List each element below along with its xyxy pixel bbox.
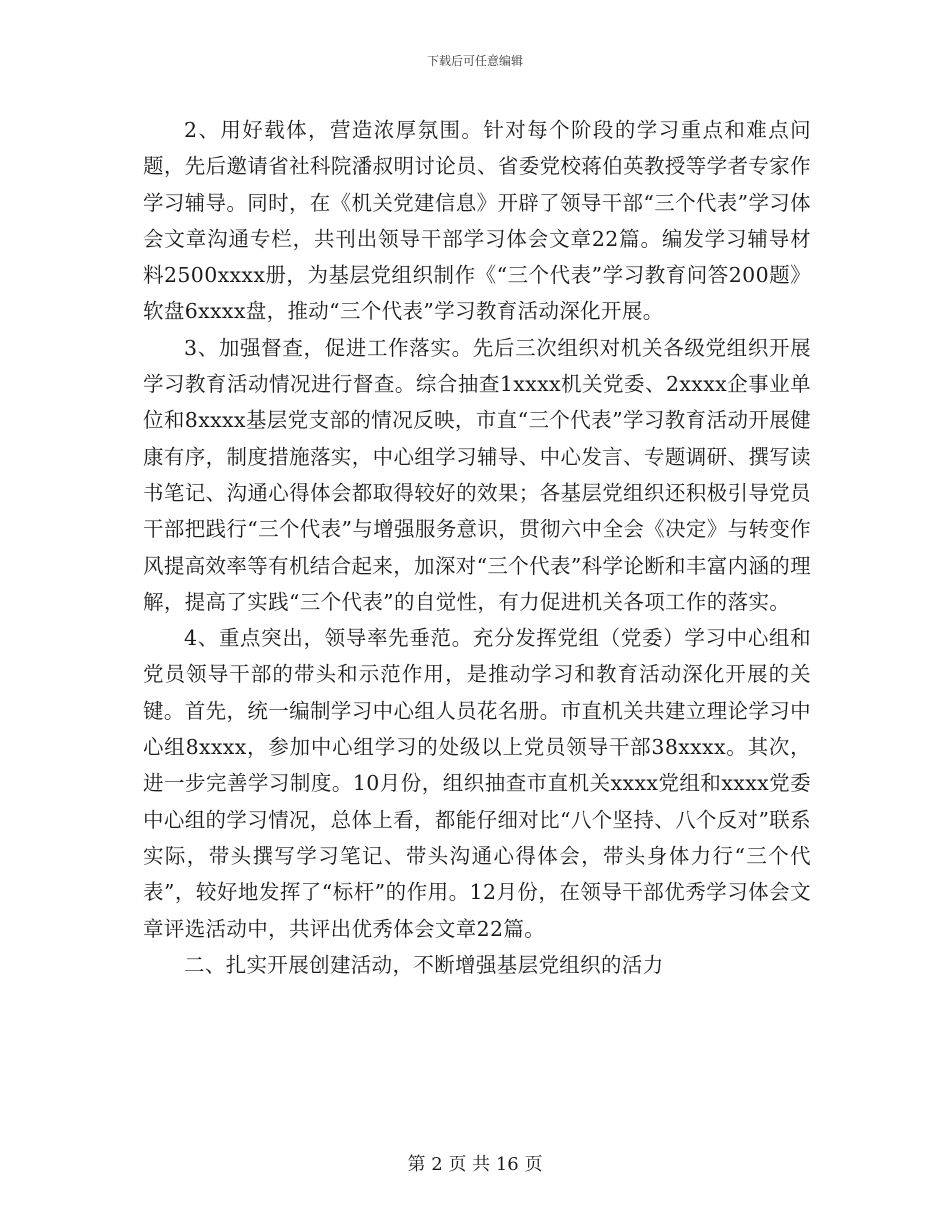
- page-number-footer: [0, 1154, 950, 1176]
- page-number-label: 第 2 页 共 16 页: [407, 1154, 543, 1175]
- paragraph-item-2: 2、用好载体，营造浓厚氛围。针对每个阶段的学习重点和难点问题，先后邀请省社科院潘叔明讨论员、省委党校蒋伯英教授等学者专家作学习辅导。同时，在《机关党建信息》开辟了领导干部“三个代表”学习体会文章沟通专栏，共刊出领导干部学习体会文章22篇。编发学习辅导材料2500xxxx册，为基层党组织制作《“三个代表”学习教育问答200题》软盘6xxxx盘，推动“三个代表”学习教育活动深化开展。: [143, 118, 812, 324]
- paragraph-item-3: 3、加强督查，促进工作落实。先后三次组织对机关各级党组织开展学习教育活动情况进行督查。综合抽查1xxxx机关党委、2xxxx企事业单位和8xxxx基层党支部的情况反映，市直“三个代表”学习教育活动开展健康有序，制度措施落实，中心组学习辅导、中心发言、专题调研、撰写读书笔记、沟通心得体会都取得较好的效果；各基层党组织还积极引导党员干部把践行“三个代表”与增强服务意识，贯彻六中全会《决定》与转变作风提高效率等有机结合起来，加深对“三个代表”科学论断和丰富内涵的理解，提高了实践“三个代表”的自觉性，有力促进机关各项工作的落实。: [143, 335, 812, 614]
- paragraph-item-4: 4、重点突出，领导率先垂范。充分发挥党组（党委）学习中心组和党员领导干部的带头和示范作用，是推动学习和教育活动深化开展的关键。首先，统一编制学习中心组人员花名册。市直机关共建立理论学习中心组8xxxx，参加中心组学习的处级以上党员领导干部38xxxx。其次，进一步完善学习制度。10月份，组织抽查市直机关xxxx党组和xxxx党委中心组的学习情况，总体上看，都能仔细对比“八个坚持、八个反对”联系实际，带头撰写学习笔记、带头沟通心得体会，带头身体力行“三个代表”，较好地发挥了“标杆”的作用。12月份，在领导干部优秀学习体会文章评选活动中，共评出优秀体会文章22篇。: [143, 626, 812, 941]
- page-header-note: 下载后可任意编辑: [426, 54, 523, 68]
- section-heading-2: 二、扎实开展创建活动，不断增强基层党组织的活力: [184, 952, 664, 977]
- document-body: [143, 112, 811, 983]
